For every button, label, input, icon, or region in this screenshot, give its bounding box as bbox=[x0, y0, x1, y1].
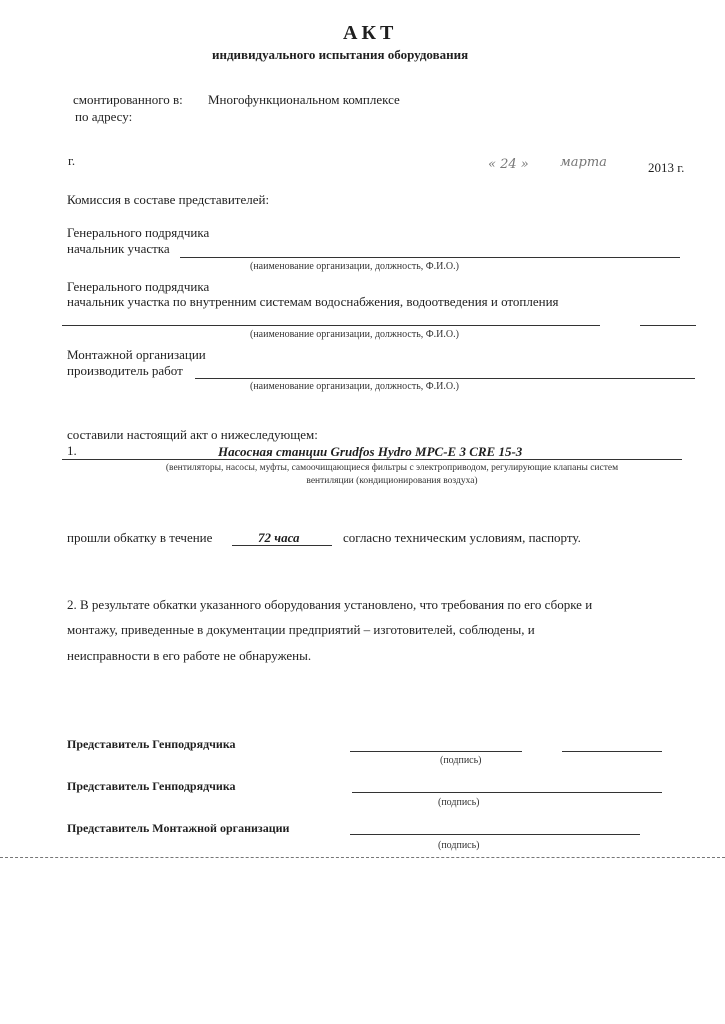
rep2-underline bbox=[62, 325, 600, 326]
equipment-hint bbox=[92, 462, 692, 488]
signature-line-2 bbox=[352, 792, 662, 793]
installed-value: Многофункциональном комплексе bbox=[208, 92, 400, 107]
signature-caption-1: (подпись) bbox=[440, 755, 482, 766]
rep3-caption: (наименование организации, должность, Ф.И.О.) bbox=[250, 381, 459, 392]
scan-cut-line bbox=[0, 857, 725, 858]
rep3-position: производитель работ bbox=[67, 363, 183, 378]
compiled-text: составили настоящий акт о нижеследующем: bbox=[67, 427, 318, 442]
commission-intro: Комиссия в составе представителей: bbox=[67, 192, 270, 207]
signature-label-2: Представитель Генподрядчика bbox=[67, 779, 236, 793]
date-year: 2013 г. bbox=[648, 160, 685, 175]
result-line-1: 2. В результате обкатки указанного оборудования установлено, что требования по его сборке и bbox=[67, 597, 593, 612]
signature-line-1 bbox=[350, 751, 522, 752]
date-month: марта bbox=[560, 155, 607, 170]
result-line-2: монтажу, приведенные в документации предприятий – изготовителей, соблюдены, и bbox=[67, 622, 535, 637]
date-day: « 24 » bbox=[488, 157, 529, 172]
signature-caption-3: (подпись) bbox=[438, 840, 480, 851]
installed-label: смонтированного в: bbox=[73, 92, 183, 107]
signature-label-1: Представитель Генподрядчика bbox=[67, 737, 236, 751]
signature-line-1-extra bbox=[562, 751, 662, 752]
run-duration: 72 часа bbox=[258, 530, 300, 545]
rep2-caption: (наименование организации, должность, Ф.И.О.) bbox=[250, 329, 459, 340]
rep3-title: Монтажной организации bbox=[67, 347, 206, 362]
signature-line-3 bbox=[350, 834, 640, 835]
rep1-position: начальник участка bbox=[67, 241, 170, 256]
rep1-caption: (наименование организации, должность, Ф.И.О.) bbox=[250, 261, 459, 272]
rep1-underline bbox=[180, 257, 680, 258]
result-line-3: неисправности в его работе не обнаружены. bbox=[67, 648, 312, 663]
run-prefix: прошли обкатку в течение bbox=[67, 530, 213, 545]
rep1-title: Генерального подрядчика bbox=[67, 225, 210, 240]
page-subtitle: индивидуального испытания оборудования bbox=[212, 47, 469, 62]
equipment-hint-line1: (вентиляторы, насосы, муфты, самоочищающиеся фильтры с электроприводом, регулирующие клапаны систем bbox=[165, 463, 619, 473]
equipment-hint-line2: вентиляции (кондиционирования воздуха) bbox=[306, 476, 478, 486]
city-label: г. bbox=[68, 153, 76, 168]
equipment-underline bbox=[62, 459, 682, 460]
item-number: 1. bbox=[67, 443, 77, 458]
rep2-underline-right bbox=[640, 325, 696, 326]
address-label: по адресу: bbox=[75, 109, 133, 124]
run-duration-underline bbox=[232, 545, 332, 546]
equipment-name: Насосная станции Grudfos Hydro MPC-E 3 CRE 15-3 bbox=[218, 444, 523, 459]
signature-label-3: Представитель Монтажной организации bbox=[67, 821, 290, 835]
signature-caption-2: (подпись) bbox=[438, 797, 480, 808]
rep2-title: Генерального подрядчика bbox=[67, 279, 210, 294]
run-suffix: согласно техническим условиям, паспорту. bbox=[343, 530, 581, 545]
rep2-position: начальник участка по внутренним системам водоснабжения, водоотведения и отопления bbox=[67, 294, 559, 309]
rep3-underline bbox=[195, 378, 695, 379]
page-title: АКТ bbox=[343, 22, 398, 44]
